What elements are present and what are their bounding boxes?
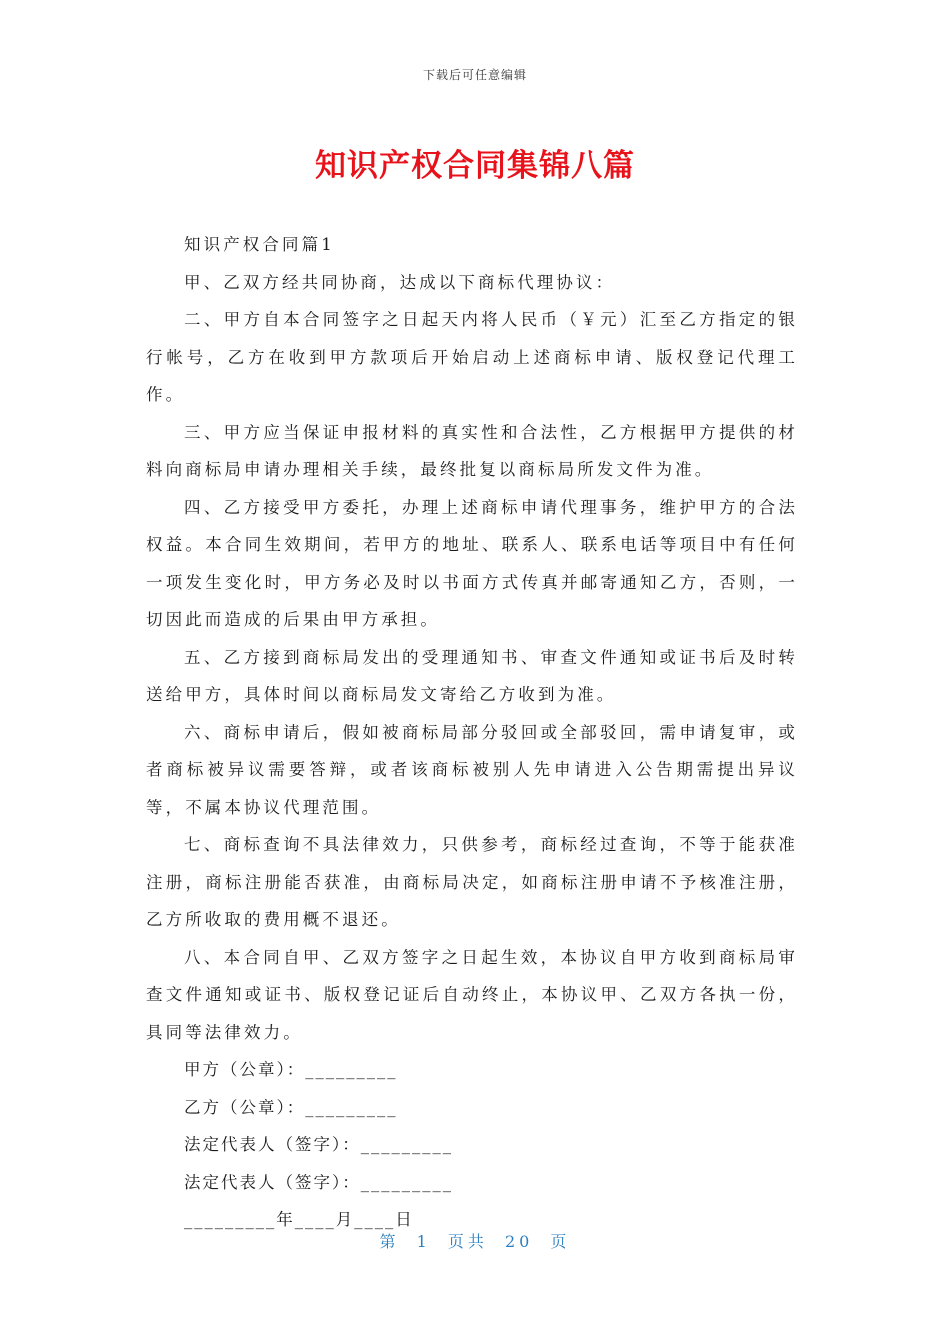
- signature-representative-1: 法定代表人（签字）：_________: [184, 1135, 453, 1154]
- signature-date: _________年____月____日: [184, 1210, 414, 1229]
- document-title: 知识产权合同集锦八篇: [315, 148, 635, 184]
- signature-representative-2: 法定代表人（签字）：_________: [184, 1172, 453, 1192]
- signature-party-a: 甲方（公章）：_________: [184, 1060, 398, 1079]
- document-body: [146, 226, 798, 1239]
- header-note: 下载后可任意编辑: [422, 68, 527, 82]
- paragraph-clause-8: 八、本合同自甲、乙双方签字之日起生效，本协议自甲方收到商标局审查文件通知或证书、版权登记证后自动终止，本协议甲、乙双方各执一份，具同等法律效力。: [146, 947, 798, 1042]
- signature-party-b: 乙方（公章）：_________: [184, 1097, 398, 1117]
- paragraph-clause-7: 七、商标查询不具法律效力，只供参考，商标经过查询，不等于能获准注册，商标注册能否获准，由商标局决定，如商标注册申请不予核准注册，乙方所收取的费用概不退还。: [146, 835, 798, 929]
- paragraph-clause-3: 三、甲方应当保证申报材料的真实性和合法性，乙方根据甲方提供的材料向商标局申请办理相关手续，最终批复以商标局所发文件为准。: [146, 422, 798, 479]
- section-subtitle: 知识产权合同篇1: [184, 235, 335, 254]
- paragraph-clause-2: 二、甲方自本合同签字之日起天内将人民币（￥元）汇至乙方指定的银行帐号，乙方在收到甲方款项后开始启动上述商标申请、版权登记代理工作。: [146, 310, 798, 404]
- paragraph-clause-4: 四、乙方接受甲方委托，办理上述商标申请代理事务，维护甲方的合法权益。本合同生效期间，若甲方的地址、联系人、联系电话等项目中有任何一项发生变化时，甲方务必及时以书面方式传真并邮寄通知乙方，否则，一切因此而造成的后果由甲方承担。: [146, 497, 798, 629]
- paragraph-clause-5: 五、乙方接到商标局发出的受理通知书、审查文件通知或证书后及时转送给甲方，具体时间以商标局发文寄给乙方收到为准。: [146, 647, 798, 704]
- paragraph-clause-6: 六、商标申请后，假如被商标局部分驳回或全部驳回，需申请复审，或者商标被异议需要答辩，或者该商标被别人先申请进入公告期需提出异议等，不属本协议代理范围。: [146, 722, 798, 817]
- paragraph-intro: 甲、乙双方经共同协商，达成以下商标代理协议：: [184, 272, 616, 292]
- page-footer: 第 1 页共 20 页: [379, 1232, 571, 1251]
